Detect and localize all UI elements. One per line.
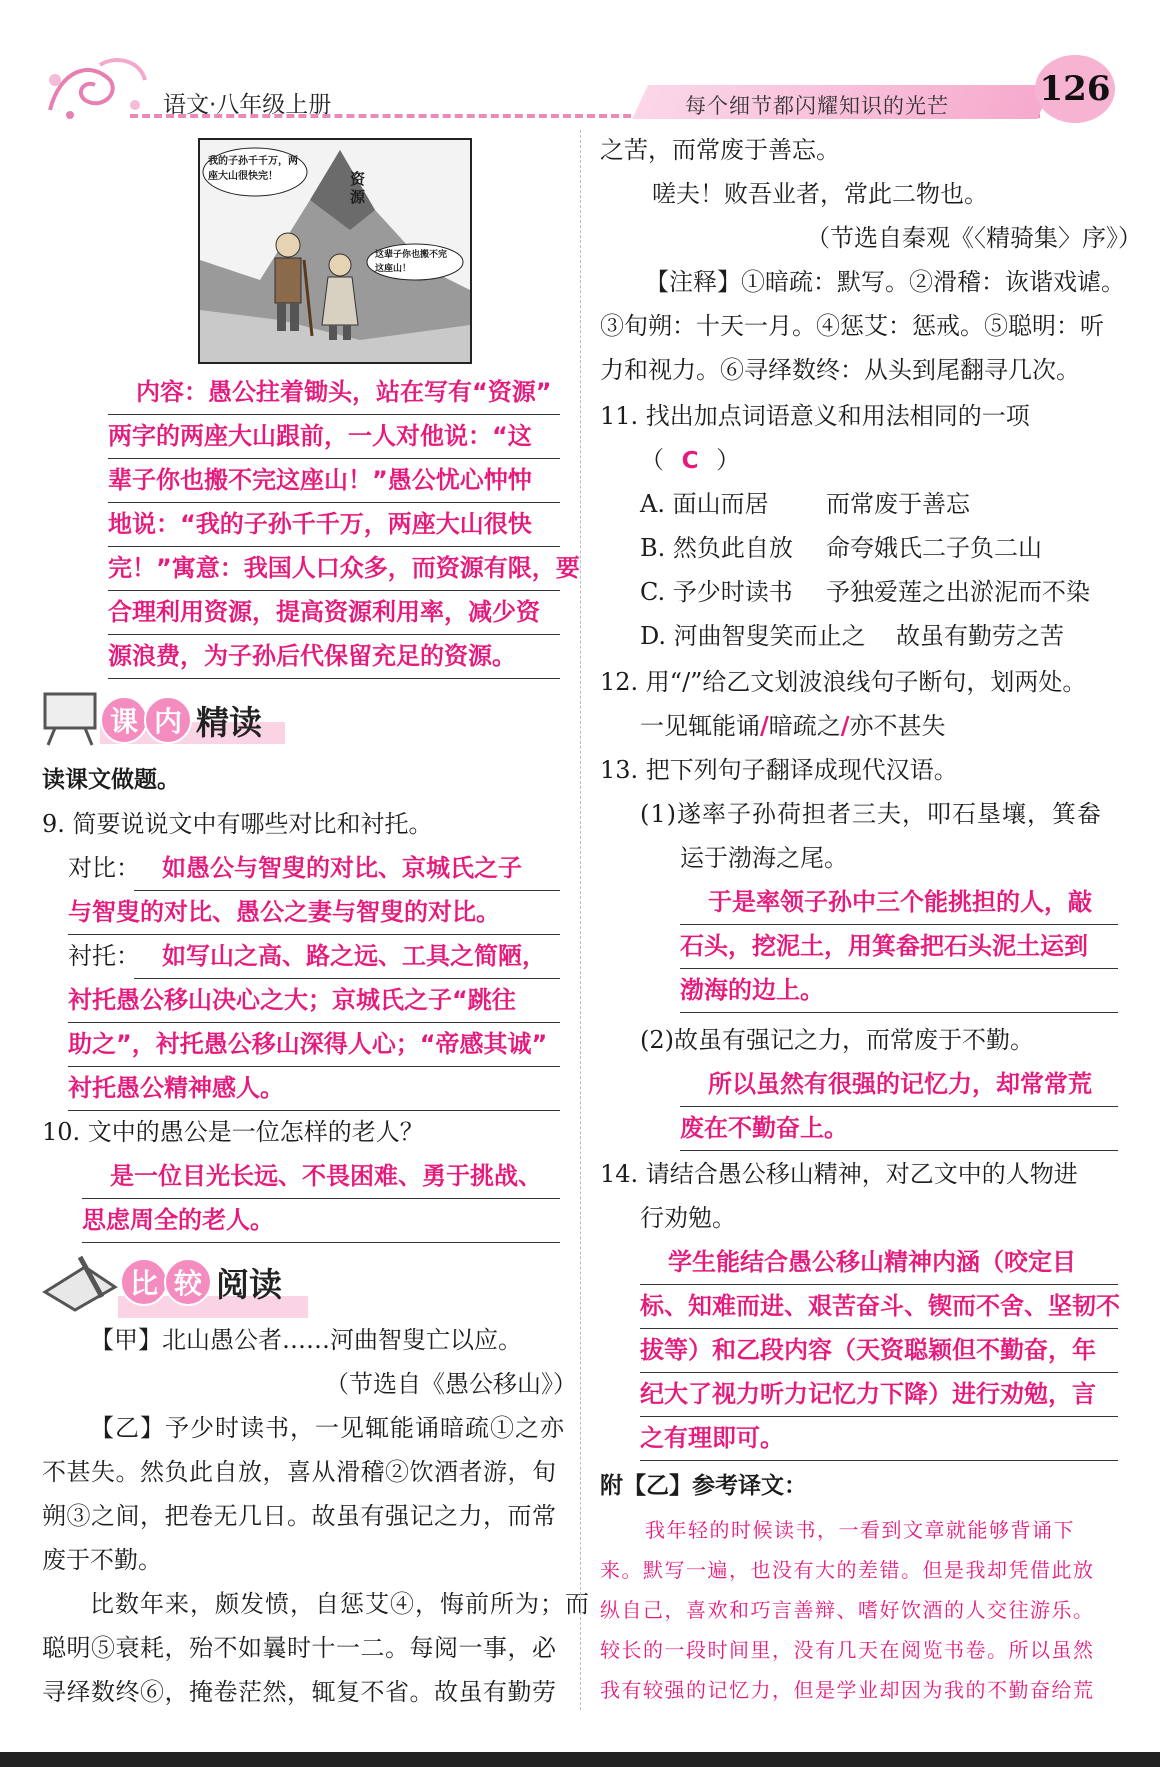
content-line: 辈子你也搬不完这座山！”愚公忧心忡忡 [108,458,560,503]
q10-answer: 是一位目光长远、不畏困难、勇于挑战、 [82,1154,560,1199]
section-word: 阅读 [216,1264,282,1304]
question-14: 行劝勉。 [640,1204,736,1232]
passage-yi-line: 寻绎数终⑥，掩卷茫然，辄复不省。故虽有勤劳 [42,1678,557,1706]
q14-answer: 学生能结合愚公移山精神内涵（咬定目 [640,1240,1118,1285]
content-line: 完！”寓意：我国人口众多，而资源有限，要 [108,546,560,591]
q13-answer-2: 废在不勤奋上。 [680,1106,1118,1151]
passage-yi-source: （节选自秦观《〈精骑集〉序》） [806,224,1142,252]
appendix-title: 附【乙】参考译文： [600,1473,807,1499]
option-b-compare: 命夸娥氏二子负二山 [826,534,1042,562]
q14-answer: 之有理即可。 [640,1416,1118,1461]
q14-answer: 纪大了视力听力记忆力下降）进行劝勉，言 [640,1372,1118,1417]
passage-sigh: 嗟夫！败吾业者，常此二物也。 [652,180,988,208]
notes-line: 力和视力。⑥寻绎数终：从头到尾翻寻几次。 [600,356,1080,384]
cartoon-bubble-left: 我的子孙千千万，两座大山很快完！ [208,156,298,182]
passage-yi-line: 废于不勤。 [42,1546,162,1574]
q11-answer: C [681,448,699,474]
q13-answer-2: 所以虽然有很强的记忆力，却常常荒 [680,1062,1118,1107]
bottom-bar [0,1752,1160,1767]
paren-open: （ [640,446,664,474]
option-d: D. 河曲智叟笑而止之 [640,622,866,650]
notes-line: ③旬朔：十天一月。④惩艾：惩戒。⑤聪明：听 [600,312,1104,340]
cartoon-illustration [198,138,472,364]
section-char: 比 [120,1258,168,1306]
foil-label: 衬托： [68,942,140,970]
contrast-answer: 如愚公与智叟的对比、京城氏之子 [134,846,560,891]
option-c: C. 予少时读书 [640,578,793,606]
q10-answer: 思虑周全的老人。 [82,1198,560,1243]
page-number-badge [1035,55,1115,123]
q11-answer-paren [640,438,740,483]
appendix-line: 纵自己，喜欢和巧言善辩、嗜好饮酒的人交往游乐。 [600,1598,1095,1622]
appendix-line: 我有较强的记忆力，但是学业却因为我的不勤奋给荒 [600,1678,1095,1702]
notes-line: 【注释】①暗疏：默写。②滑稽：诙谐戏谑。 [645,268,1125,296]
q14-answer: 拔等）和乙段内容（天资聪颖但不勤奋，年 [640,1328,1118,1373]
q14-answer: 标、知难而进、艰苦奋斗、锲而不舍、坚韧不 [640,1284,1118,1329]
q13-answer-1: 石头，挖泥土，用箕畚把石头泥土运到 [680,924,1118,969]
passage-yi-line: 聪明⑤衰耗，殆不如曩时十一二。每阅一事，必 [42,1634,557,1662]
content-line: 两字的两座大山跟前，一人对他说：“这 [108,414,560,459]
passage-yi-line: 【乙】予少时读书，一见辄能诵暗疏①之亦 [90,1414,565,1442]
option-a-compare: 而常废于善忘 [826,490,970,518]
passage-yi-line: 不甚失。然负此自放，喜从滑稽②饮酒者游，旬 [42,1458,557,1486]
passage-yi-line: 比数年来，颇发愤，自惩艾④，悔前所为；而 [90,1590,590,1618]
section-char: 较 [164,1258,212,1306]
question-14: 14. 请结合愚公移山精神，对乙文中的人物进 [600,1160,1078,1188]
question-12: 12. 用“/”给乙文划波浪线句子断句，划两处。 [600,668,1087,696]
passage-jia-source: （节选自《愚公移山》） [325,1370,577,1398]
q13-sentence-1: 运于渤海之尾。 [680,844,848,872]
passage-jia: 【甲】北山愚公者……河曲智叟亡以应。 [90,1326,522,1354]
header-slogan: 每个细节都闪耀知识的光芒 [685,94,949,118]
q13-sentence-2: (2)故虽有强记之力，而常废于不勤。 [640,1026,1034,1054]
question-9: 9. 简要说说文中有哪些对比和衬托。 [42,810,433,838]
page-number: 126 [1039,69,1111,109]
appendix-line: 较长的一段时间里，没有几天在阅览书卷。所以虽然 [600,1638,1095,1662]
section-word: 精读 [196,702,262,742]
cartoon-mountain-label: 资源 [350,170,366,206]
book-title: 语文·八年级上册 [163,92,332,118]
slash-mark: / [760,711,769,740]
section-char: 课 [100,696,148,744]
appendix-line: 来。默写一遍，也没有大的差错。但是我却凭借此放 [600,1558,1095,1582]
section-char: 内 [144,696,192,744]
section-intro: 读课文做题。 [42,767,180,793]
contrast-label: 对比： [68,854,140,882]
section-title-compare [120,1258,282,1306]
foil-answer: 助之”，衬托愚公移山深得人心；“帝感其诚” [68,1022,560,1067]
segment: 一见辄能诵 [640,712,760,740]
content-line: 合理利用资源，提高资源利用率，减少资 [108,590,560,635]
q13-answer-1: 渤海的边上。 [680,968,1118,1013]
option-d-compare: 故虽有勤劳之苦 [896,622,1064,650]
option-a: A. 面山而居 [640,490,769,518]
passage-yi-line: 朔③之间，把卷无几日。故虽有强记之力，而常 [42,1502,557,1530]
q13-sentence-1: (1)遂率子孙荷担者三夫，叩石垦壤，箕畚 [640,800,1102,828]
section-title-reading [100,696,262,744]
foil-answer: 如写山之高、路之远、工具之简陋， [134,934,560,979]
segment: 亦不甚失 [849,712,946,740]
content-line: 内容：愚公拄着锄头，站在写有“资源” [108,370,560,415]
cartoon-bubble-right: 这辈子你也搬不完这座山！ [375,250,448,274]
contrast-answer: 与智叟的对比、愚公之妻与智叟的对比。 [68,890,560,935]
question-10: 10. 文中的愚公是一位怎样的老人？ [42,1118,424,1146]
notebook-pen-icon [40,1252,120,1316]
option-c-compare: 予独爱莲之出淤泥而不染 [826,578,1090,606]
foil-answer: 衬托愚公移山决心之大；京城氏之子“跳往 [68,978,560,1023]
paren-close: ） [716,446,741,474]
question-13: 13. 把下列句子翻译成现代汉语。 [600,756,958,784]
content-line: 地说：“我的子孙千千万，两座大山很快 [108,502,560,547]
q13-answer-1: 于是率领子孙中三个能挑担的人，敲 [680,880,1118,925]
q12-sentence [640,704,946,748]
content-line: 源浪费，为子孙后代保留充足的资源。 [108,634,560,679]
column-divider [580,130,581,1710]
option-b: B. 然负此自放 [640,534,793,562]
slash-mark: / [840,711,850,740]
segment: 暗疏之 [768,712,841,740]
easel-icon [40,690,100,750]
appendix-line: 我年轻的时候读书，一看到文章就能够背诵下 [645,1518,1075,1542]
foil-answer: 衬托愚公精神感人。 [68,1066,560,1111]
question-11: 11. 找出加点词语意义和用法相同的一项 [600,402,1030,430]
passage-yi-continued: 之苦，而常废于善忘。 [600,136,840,164]
